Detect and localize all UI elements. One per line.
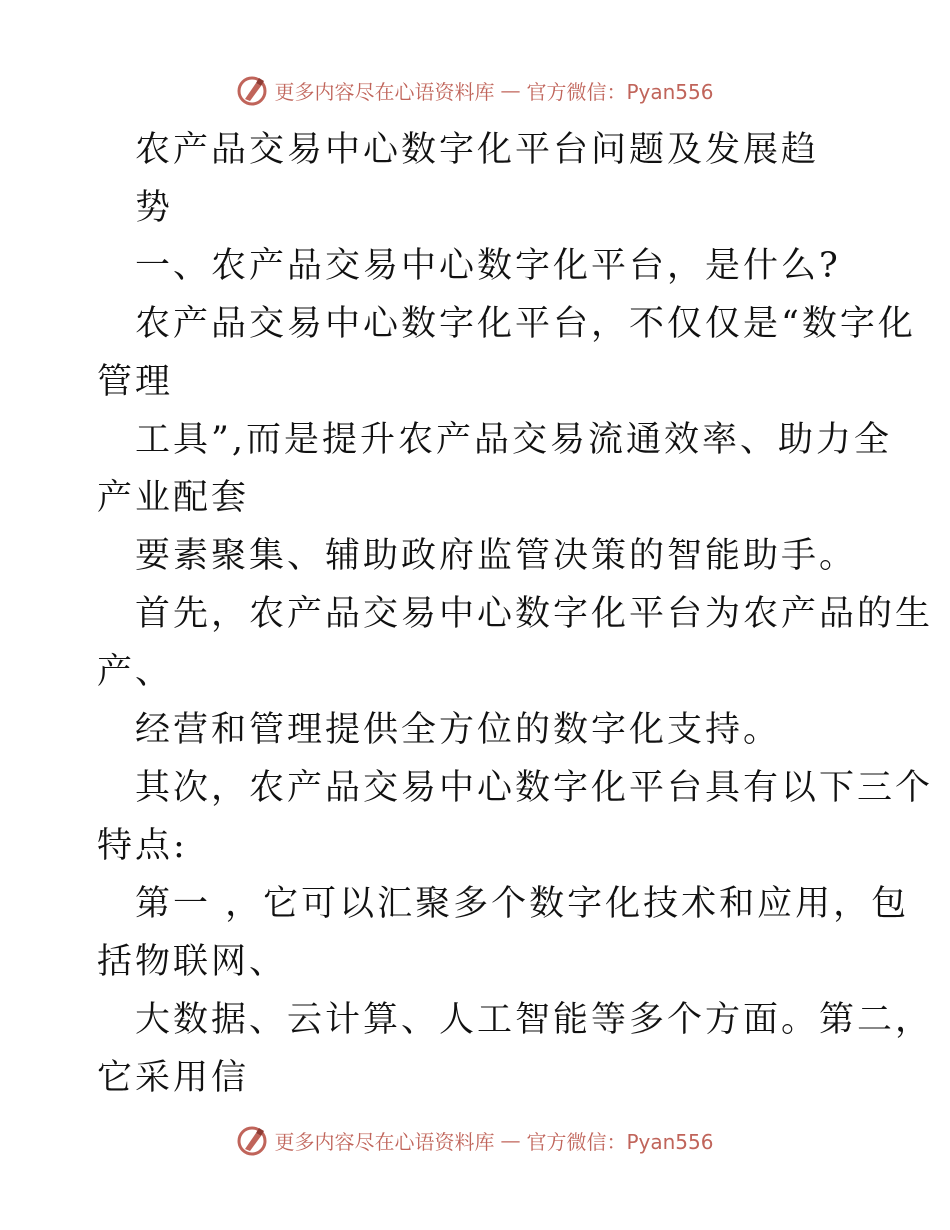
paragraph-line: 它采用信 [97,1058,250,1098]
paragraph-line: 经营和管理提供全方位的数字化支持。 [135,710,782,750]
document-title-line-2: 势 [135,188,174,228]
banner-wechat: 官方微信：Pyan556 [526,79,714,104]
paragraph-line: 首先，农产品交易中心数字化平台为农产品的生 [135,594,934,634]
pen-logo-icon [236,1124,268,1156]
section-heading: 一、农产品交易中心数字化平台，是什么? [135,246,841,286]
paragraph-line: 要素聚集、辅助政府监管决策的智能助手。 [135,536,858,576]
paragraph-line: 其次，农产品交易中心数字化平台具有以下三个 [135,768,934,808]
footer-banner [0,1120,950,1160]
paragraph-line: 产业配套 [97,478,250,518]
paragraph-line: 第一 ，它可以汇聚多个数字化技术和应用，包 [135,884,910,924]
banner-title: 更多内容尽在心语资料库 [274,1129,495,1154]
paragraph-line: 农产品交易中心数字化平台，不仅仅是“数字化 [135,304,916,344]
paragraph-line: 产、 [97,652,174,692]
paragraph-line: 大数据、云计算、人工智能等多个方面。第二， [135,1000,934,1040]
banner-separator: — [500,1128,521,1152]
paragraph-line: 管理 [97,362,174,402]
banner-title: 更多内容尽在心语资料库 [274,79,495,104]
pen-logo-icon [236,74,268,106]
document-title-line-1: 农产品交易中心数字化平台问题及发展趋 [135,130,820,170]
paragraph-line: 括物联网、 [97,942,288,982]
paragraph-line: 工具”,而是提升农产品交易流通效率、助力全 [135,420,893,460]
banner-separator: — [500,78,521,102]
paragraph-line: 特点: [97,826,188,866]
banner-wechat: 官方微信：Pyan556 [526,1129,714,1154]
header-banner [0,70,950,110]
